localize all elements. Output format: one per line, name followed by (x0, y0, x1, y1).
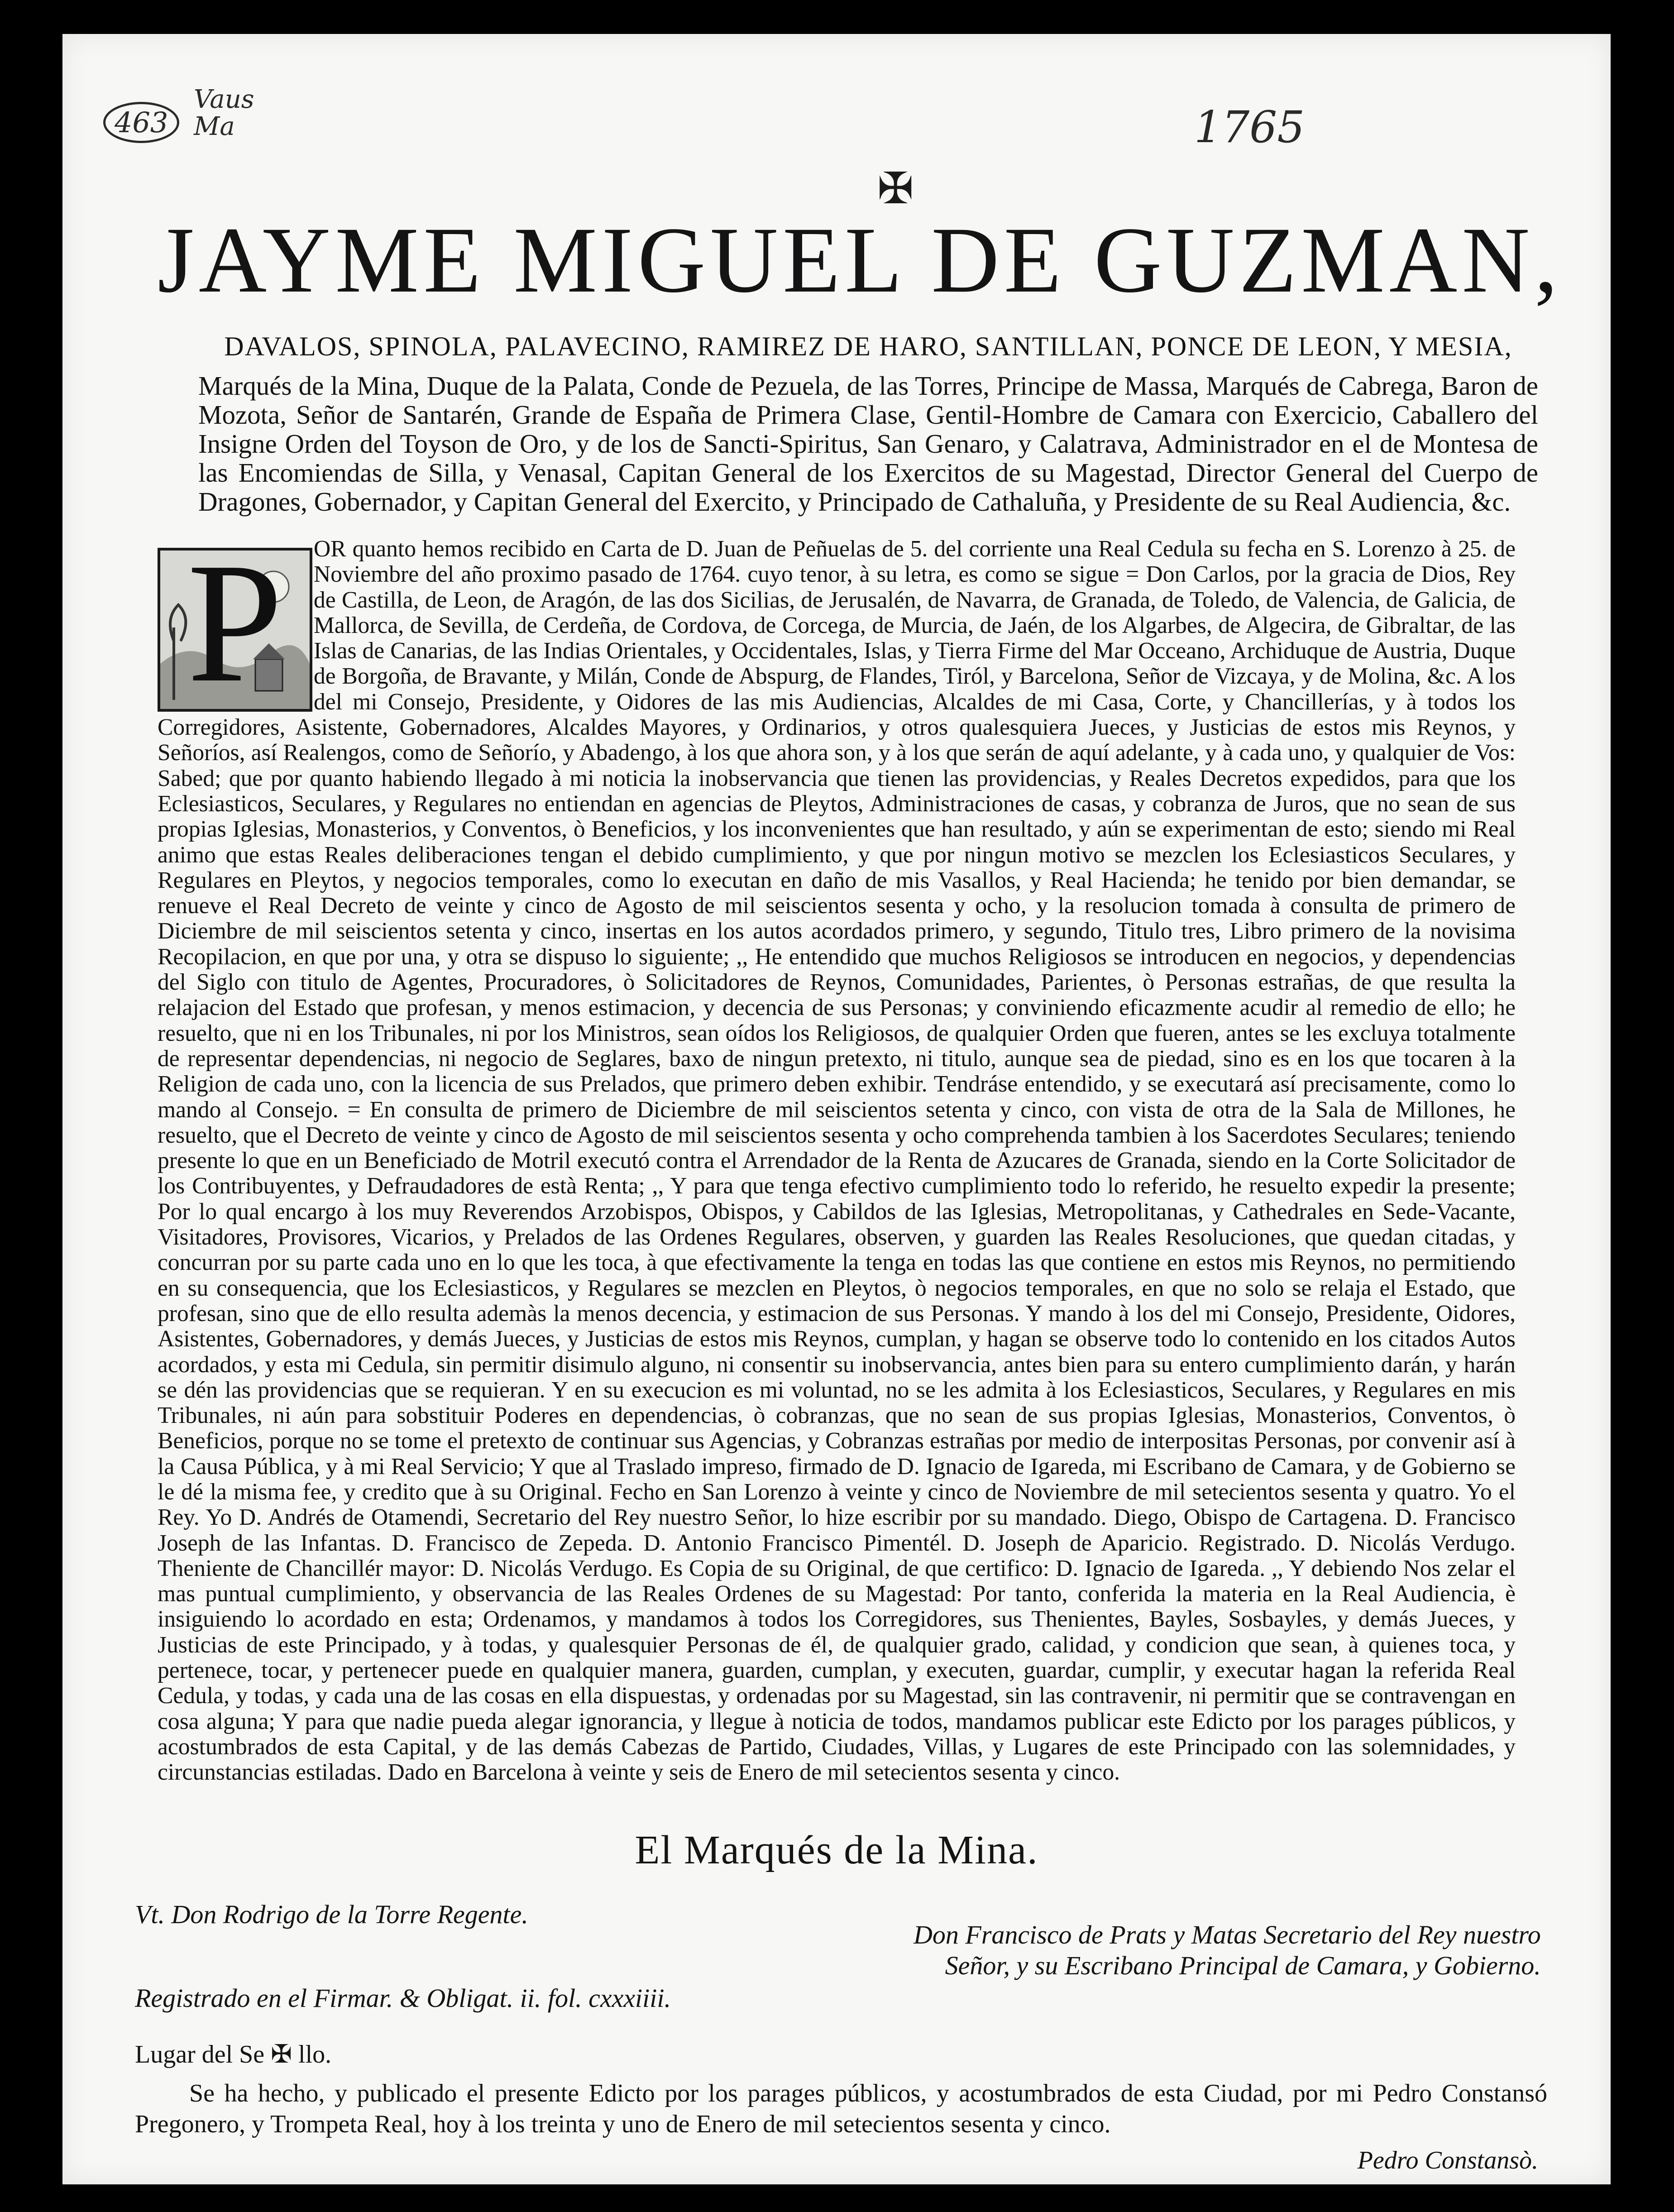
edict-page (62, 34, 1611, 2184)
decree-body-text: OR quanto hemos recibido en Carta de D. Juan de Peñuelas de 5. del corriente una Real Cedula su fecha en S. Lorenzo à 25. de Noviembre del año proximo pasado de 1764. cuyo tenor, à su letra, es como se sigue = Don Carlos, por la gracia de Dios, Rey de Castilla, de Leon, de Aragón, de las dos Sicilias, de Jerusalén, de Navarra, de Granada, de Toledo, de Valencia, de Galicia, de Mallorca, de Sevilla, de Cerdeña, de Cordova, de Corcega, de Murcia, de Jaén, de los Algarbes, de Algecira, de Gibraltar, de las Islas de Canarias, de las Indias Orientales, y Occidentales, Islas, y Tierra Firme del Mar Occeano, Archiduque de Austria, Duque de Borgoña, de Bravante, y Milán, Conde de Abspurg, de Flandes, Tiról, y Barcelona, Señor de Vizcaya, y de Molina, &c. A los del mi Consejo, Presidente, y Oidores de las mis Audiencias, Alcaldes de mi Casa, Corte, y Chancillerías, y à todos los Corregidores, Asistente, Gobernadores, Alcaldes Mayores, y Ordinarios, y otros qualesquiera Jueces, y Justicias de estos mis Reynos, y Señoríos, así Realengos, como de Señorío, y Abadengo, à los que ahora son, y à los que serán de aquí adelante, y à cada uno, y qualquier de Vos: Sabed; que por quanto habiendo llegado à mi noticia la inobservancia que tienen las providencias, y Reales Decretos expedidos, para que los Eclesiasticos, Seculares, y Regulares no entiendan en agencias de Pleytos, Administraciones de casas, y cobranza de Juros, que no sean de sus propias Iglesias, Monasterios, y Conventos, ò Beneficios, y los inconvenientes que han resultado, y aún se experimentan de esto; siendo mi Real animo que estas Reales deliberaciones tengan el debido cumplimiento, y que por ningun motivo se mezclen los Eclesiasticos Seculares, y Regulares en Pleytos, y negocios temporales, como lo executan en daño de mis Vasallos, y Real Hacienda; he tenido por bien demandar, se renueve el Real Decreto de veinte y cinco de Agosto de mil seiscientos sesenta y ocho, y la resolucion tomada à consulta de primero de Diciembre de mil seiscientos setenta y cinco, insertas en los autos acordados primero, y segundo, Titulo tres, Libro primero de la novisima Recopilacion, en que por una, y otra se dispuso lo siguiente; ,, He entendido que muchos Religiosos se introducen en negocios, y dependencias del Siglo con titulo de Agentes, Procuradores, ò Solicitadores de Reynos, Comunidades, Parientes, ò Personas estrañas, de que resulta la relajacion del Estado que profesan, y menos estimacion, y decencia de sus Personas; y conviniendo eficazmente acudir al remedio de ello; he resuelto, que ni en los Tribunales, ni por los Ministros, sean oídos los Religiosos, de qualquier Orden que fueren, antes se les excluya totalmente de representar dependencias, ni negocio de Seglares, baxo de ningun pretexto, ni titulo, aunque sea de piedad, sino es en los que tocaren à la Religion de cada uno, con la licencia de sus Prelados, que primero deben exhibir. Tendráse entendido, y se executará así precisamente, como lo mando al Consejo. = En consulta de primero de Diciembre de mil seiscientos setenta y cinco, con vista de otra de la Sala de Millones, he resuelto, que el Decreto de veinte y cinco de Agosto de mil seiscientos sesenta y ocho comprehenda tambien à los Sacerdotes Seculares; teniendo presente lo que en un Beneficiado de Motril executó contra el Arrendador de la Renta de Azucares de Granada, siendo en la Corte Solicitador de los Contribuyentes, y Defraudadores de està Renta; ,, Y para que tenga efectivo cumplimiento todo lo referido, he resuelto expedir la presente; Por lo qual encargo à los muy Reverendos Arzobispos, Obispos, y Cabildos de las Iglesias, Metropolitanas, y Cathedrales en Sede-Vacante, Visitadores, Provisores, Vicarios, y Prelados de las Ordenes Regulares, observen, y guarden las Reales Resoluciones, que quedan citadas, y concurran por su parte cada uno en lo que les toca, à que efectivamente la tenga en todas las que contiene en estos mis Reynos, no permitiendo en su consequencia, que los Eclesiasticos, y Regulares se mezclen en Pleytos, ò negocios temporales, en que no solo se relaja el Estado, que profesan, sino que de ello resulta ademàs la menos decencia, y estimacion de sus Personas. Y mando à los del mi Consejo, Presidente, Oidores, Asistentes, Gobernadores, y demás Jueces, y Justicias de estos mis Reynos, cumplan, y hagan se observe todo lo contenido en los citados Autos acordados, y esta mi Cedula, sin permitir disimulo alguno, ni consentir su inobservancia, antes bien para su entero cumplimiento darán, y harán se dén las providencias que se requieran. Y en su execucion es mi voluntad, no se les admita à los Eclesiasticos, Seculares, y Regulares en mis Tribunales, ni aún para sobstituir Poderes en dependencias, ò cobranzas, que no sean de sus propias Iglesias, Monasterios, Conventos, ò Beneficios, porque no se tome el pretexto de continuar sus Agencias, y Cobranzas estrañas por medio de interpositas Personas, por convenir así à la Causa Pública, y à mi Real Servicio; Y que al Traslado impreso, firmado de D. Ignacio de Igareda, mi Escribano de Camara, y de Gobierno se le dé la misma fee, y credito que à su Original. Fecho en San Lorenzo à veinte y cinco de Noviembre de mil setecientos sesenta y quatro. Yo el Rey. Yo D. Andrés de Otamendi, Secretario del Rey nuestro Señor, lo hize escribir por su mandado. Diego, Obispo de Cartagena. D. Francisco Joseph de las Infantas. D. Francisco de Zepeda. D. Antonio Francisco Pimentél. D. Joseph de Aparicio. Registrado. D. Nicolás Verdugo. Theniente de Chancillér mayor: D. Nicolás Verdugo. Es Copia de su Original, de que certifico: D. Ignacio de Igareda. ,, Y debiendo Nos zelar el mas puntual cumplimiento, y observancia de las Reales Ordenes de su Magestad: Por tanto, conferida la materia en la Real Audiencia, è insiguiendo lo acordado en esta; Ordenamos, y mandamos à todos los Corregidores, sus Thenientes, Bayles, Sosbayles, y demás Jueces, y Justicias de este Principado, y à todas, y qualesquier Personas de él, de qualquier grado, calidad, y condicion que sean, à quienes toca, y pertenece, tocar, y pertenecer puede en qualquier manera, guarden, cumplan, y executen, guardar, cumplir, y executar hagan la referida Real Cedula, y todas, y cada una de las cosas en ella dispuestas, y ordenadas por su Magestad, sin las contravenir, ni permitir que se contravengan en cosa alguna; Y para que nadie pueda alegar ignorancia, y llegue à noticia de todos, mandamos publicar este Edicto por los parages públicos, y acostumbrados de esta Capital, y de las demás Cabezas de Partido, Ciudades, Villas, y Lugares de este Principado con las solemnidades, y circunstancias estiladas. Dado en Barcelona à veinte y seis de Enero de mil setecientos sesenta y cinco. (158, 536, 1516, 1786)
edict-title: JAYME MIGUEL DE GUZMAN, (158, 208, 1563, 312)
initial-letter: P (187, 548, 283, 712)
catalog-number-annotation: 463 (103, 102, 179, 143)
crier-signature: Pedro Constansò. (1357, 2146, 1538, 2174)
registration-note: Registrado en el Firmar. & Obligat. ii. fol. cxxxiiii. (135, 1983, 671, 2013)
year-annotation: 1765 (1194, 102, 1305, 153)
cross-icon: ✠ (877, 164, 914, 213)
noble-titles: Marqués de la Mina, Duque de la Palata, Conde de Pezuela, de las Torres, Principe de Massa, Marqués de Cabrega, Baron de Mozota, Señor de Santarén, Grande de España de Primera Clase, Gentil-Hombre de Camara con Exercicio, Caballero del Insigne Orden del Toyson de Oro, y de los de Sancti-Spiritus, San Genaro, y Calatrava, Administrador en el de Montesa de las Encomiendas de Silla, y Venasal, Capitan General de los Exercitos de su Magestad, Director General del Cuerpo de Dragones, Gobernador, y Capitan General del Exercito, y Principado de Cathaluña, y Presidente de su Real Audiencia, &c. (198, 371, 1538, 517)
secretary-signature-line-1: Don Francisco de Prats y Matas Secretario del Rey nuestro (914, 1920, 1541, 1949)
secretary-signature (914, 1920, 1541, 1981)
secretary-signature-line-2: Señor, y su Escribano Principal de Camara, y Gobierno. (945, 1951, 1541, 1980)
marginal-note-annotation: Vaus Ma (194, 85, 254, 141)
signer-name: El Marqués de la Mina. (635, 1828, 1038, 1872)
edict-subtitle: DAVALOS, SPINOLA, PALAVECINO, RAMIREZ DE HARO, SANTILLAN, PONCE DE LEON, Y MESIA, (224, 331, 1512, 361)
publication-notice: Se ha hecho, y publicado el presente Edicto por los parages públicos, y acostumbrados de esta Ciudad, por mi Pedro Constansó Pregonero, y Trompeta Real, hoy à los treinta y uno de Enero de mil setecientos sesenta y cinco. (135, 2079, 1547, 2138)
seal-place-label: Lugar del Se ✠ llo. (135, 2040, 332, 2068)
regent-signature: Vt. Don Rodrigo de la Torre Regente. (135, 1900, 528, 1929)
